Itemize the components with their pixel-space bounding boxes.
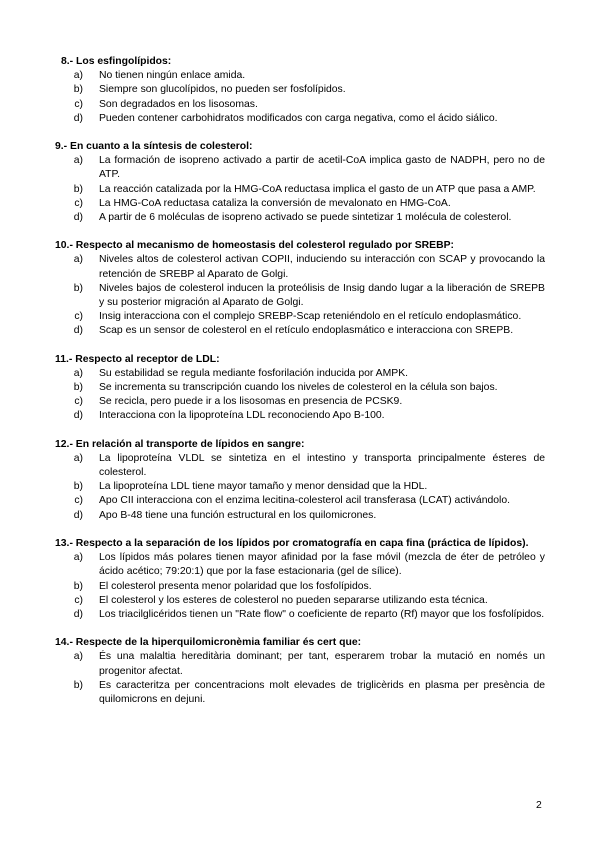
option-label: d): [73, 212, 83, 224]
option-text: La HMG-CoA reductasa cataliza la conversión de mevalonato en HMG-CoA.: [99, 197, 451, 209]
option-text: Apo B-48 tiene una función estructural en los quilomicrones.: [99, 509, 377, 521]
option-item: [55, 69, 545, 83]
options-list: [55, 154, 545, 225]
page-number: 2: [536, 800, 542, 811]
question-title: 14.- Respecte de la hiperquilomicronèmia familiar és cert que:: [55, 637, 362, 649]
option-text: Se incrementa su transcripción cuando los niveles de colesterol en la célula son bajos.: [99, 382, 498, 394]
option-text: La lipoproteína VLDL se sintetiza en el intestino y transporta principalmente ésteres de colesterol.: [99, 452, 545, 479]
option-item: [55, 395, 545, 409]
option-item: [55, 608, 545, 622]
question-spacer: [55, 225, 545, 239]
option-text: La lipoproteína LDL tiene mayor tamaño y menor densidad que la HDL.: [99, 481, 428, 493]
option-label: a): [73, 651, 83, 663]
option-label: b): [73, 481, 83, 493]
option-label: a): [73, 254, 83, 266]
question-spacer: [55, 622, 545, 636]
option-item: [55, 253, 545, 281]
option-item: [55, 650, 545, 678]
option-item: [55, 154, 545, 182]
option-text: Pueden contener carbohidratos modificados con carga negativa, como el ácido siálico.: [99, 112, 498, 124]
option-text: La formación de isopreno activado a partir de acetil-CoA implica gasto de NADPH, pero no de ATP.: [99, 155, 545, 181]
option-text: Siempre son glucolípidos, no pueden ser fosfolípidos.: [99, 84, 346, 96]
option-item: [55, 409, 545, 423]
option-text: Son degradados en los lisosomas.: [99, 98, 258, 110]
option-item: [55, 580, 545, 594]
option-item: [55, 310, 545, 324]
option-label: a): [73, 552, 83, 564]
options-list: [55, 367, 545, 424]
option-label: b): [73, 382, 83, 394]
question-spacer: [55, 523, 545, 537]
option-label: b): [73, 580, 83, 592]
option-label: b): [73, 84, 83, 96]
question-spacer: [55, 126, 545, 140]
option-item: [55, 480, 545, 494]
options-list: [55, 69, 545, 126]
option-item: [55, 83, 545, 97]
option-text: A partir de 6 moléculas de isopreno activado se puede sintetizar 1 molécula de colesterol.: [99, 212, 512, 224]
question-title: 10.- Respecto al mecanismo de homeostasis del colesterol regulado por SREBP:: [55, 240, 455, 252]
options-list: [55, 253, 545, 338]
option-item: [55, 282, 545, 310]
option-label: b): [73, 282, 83, 294]
question-block: [55, 636, 545, 707]
question-spacer: [55, 424, 545, 438]
option-item: [55, 509, 545, 523]
option-item: [55, 679, 545, 707]
option-text: Los triacilglicéridos tienen un "Rate flow" o coeficiente de reparto (Rf) mayor que los fosfolípidos.: [99, 608, 545, 620]
option-text: Su estabilidad se regula mediante fosforilación inducida por AMPK.: [99, 367, 409, 379]
option-item: [55, 452, 545, 480]
option-label: d): [73, 112, 83, 124]
question-block: [55, 55, 545, 126]
question-block: [55, 537, 545, 622]
option-item: [55, 381, 545, 395]
options-list: [55, 650, 545, 707]
option-item: [55, 197, 545, 211]
option-text: Scap es un sensor de colesterol en el retículo endoplasmático e interacciona con SREPB.: [99, 325, 514, 337]
question-title: 9.- En cuanto a la síntesis de colesterol:: [55, 141, 253, 153]
option-text: La reacción catalizada por la HMG-CoA reductasa implica el gasto de un ATP que pasa a AMP.: [99, 183, 536, 195]
option-label: a): [73, 70, 83, 82]
option-label: a): [73, 155, 83, 167]
option-item: [55, 594, 545, 608]
option-text: És una malaltia hereditària dominant; per tant, esperarem trobar la mutació en només un progenitor afectat.: [99, 651, 545, 677]
option-text: Se recicla, pero puede ir a los lisosomas en presencia de PCSK9.: [99, 396, 403, 408]
document-page: [55, 55, 545, 707]
option-label: c): [74, 594, 83, 606]
options-list: [55, 452, 545, 523]
option-label: c): [74, 197, 83, 209]
option-label: d): [73, 509, 83, 521]
option-text: El colesterol presenta menor polaridad que los fosfolípidos.: [99, 580, 372, 592]
option-item: [55, 183, 545, 197]
options-list: [55, 551, 545, 622]
option-label: d): [73, 325, 83, 337]
option-label: d): [73, 608, 83, 620]
option-item: [55, 211, 545, 225]
question-block: [55, 353, 545, 424]
option-text: Niveles bajos de colesterol inducen la proteólisis de Insig dando lugar a la liberación de SREPB y su posterior migración al Aparato de Golgi.: [99, 282, 545, 309]
option-text: Niveles altos de colesterol activan COPII, induciendo su interacción con SCAP y provocando la retención de SREBP al Aparato de Golgi.: [99, 254, 545, 280]
option-label: c): [74, 311, 83, 323]
question-title: 13.- Respecto a la separación de los lípidos por cromatografía en capa fina (práctica de lípidos).: [55, 537, 529, 549]
question-block: [55, 140, 545, 225]
option-label: c): [74, 98, 83, 110]
option-text: Apo CII interacciona con el enzima lecitina-colesterol acil transferasa (LCAT) activándolo.: [99, 495, 511, 507]
option-label: d): [73, 410, 83, 422]
option-item: [55, 98, 545, 112]
question-title: 12.- En relación al transporte de lípidos en sangre:: [55, 438, 305, 450]
option-text: Es caracteritza per concentracions molt elevades de triglicèrids en plasma per presència de quilomicrons en dejuni.: [99, 679, 545, 705]
option-text: No tienen ningún enlace amida.: [99, 70, 246, 82]
option-item: [55, 324, 545, 338]
option-label: b): [73, 183, 83, 195]
option-label: c): [74, 396, 83, 408]
option-label: b): [73, 679, 83, 691]
option-text: Los lípidos más polares tienen mayor afinidad por la fase móvil (mezcla de éter de petróleo y ácido acético; 79:20:1) que por la fase estacionaria (gel de sílice).: [99, 552, 545, 578]
question-title: 11.- Respecto al receptor de LDL:: [55, 353, 220, 365]
option-text: Interacciona con la lipoproteína LDL reconociendo Apo B-100.: [99, 410, 385, 422]
question-block: [55, 239, 545, 338]
question-spacer: [55, 339, 545, 353]
option-label: a): [73, 452, 83, 464]
option-label: a): [73, 367, 83, 379]
option-text: Insig interacciona con el complejo SREBP-Scap reteniéndolo en el retículo endoplasmático.: [99, 311, 522, 323]
option-text: El colesterol y los esteres de colesterol no pueden separarse utilizando esta técnica.: [99, 594, 488, 606]
option-label: c): [74, 495, 83, 507]
option-item: [55, 112, 545, 126]
option-item: [55, 367, 545, 381]
option-item: [55, 551, 545, 579]
question-title: 8.- Los esfingolípidos:: [61, 56, 172, 67]
option-item: [55, 494, 545, 508]
question-block: [55, 438, 545, 523]
